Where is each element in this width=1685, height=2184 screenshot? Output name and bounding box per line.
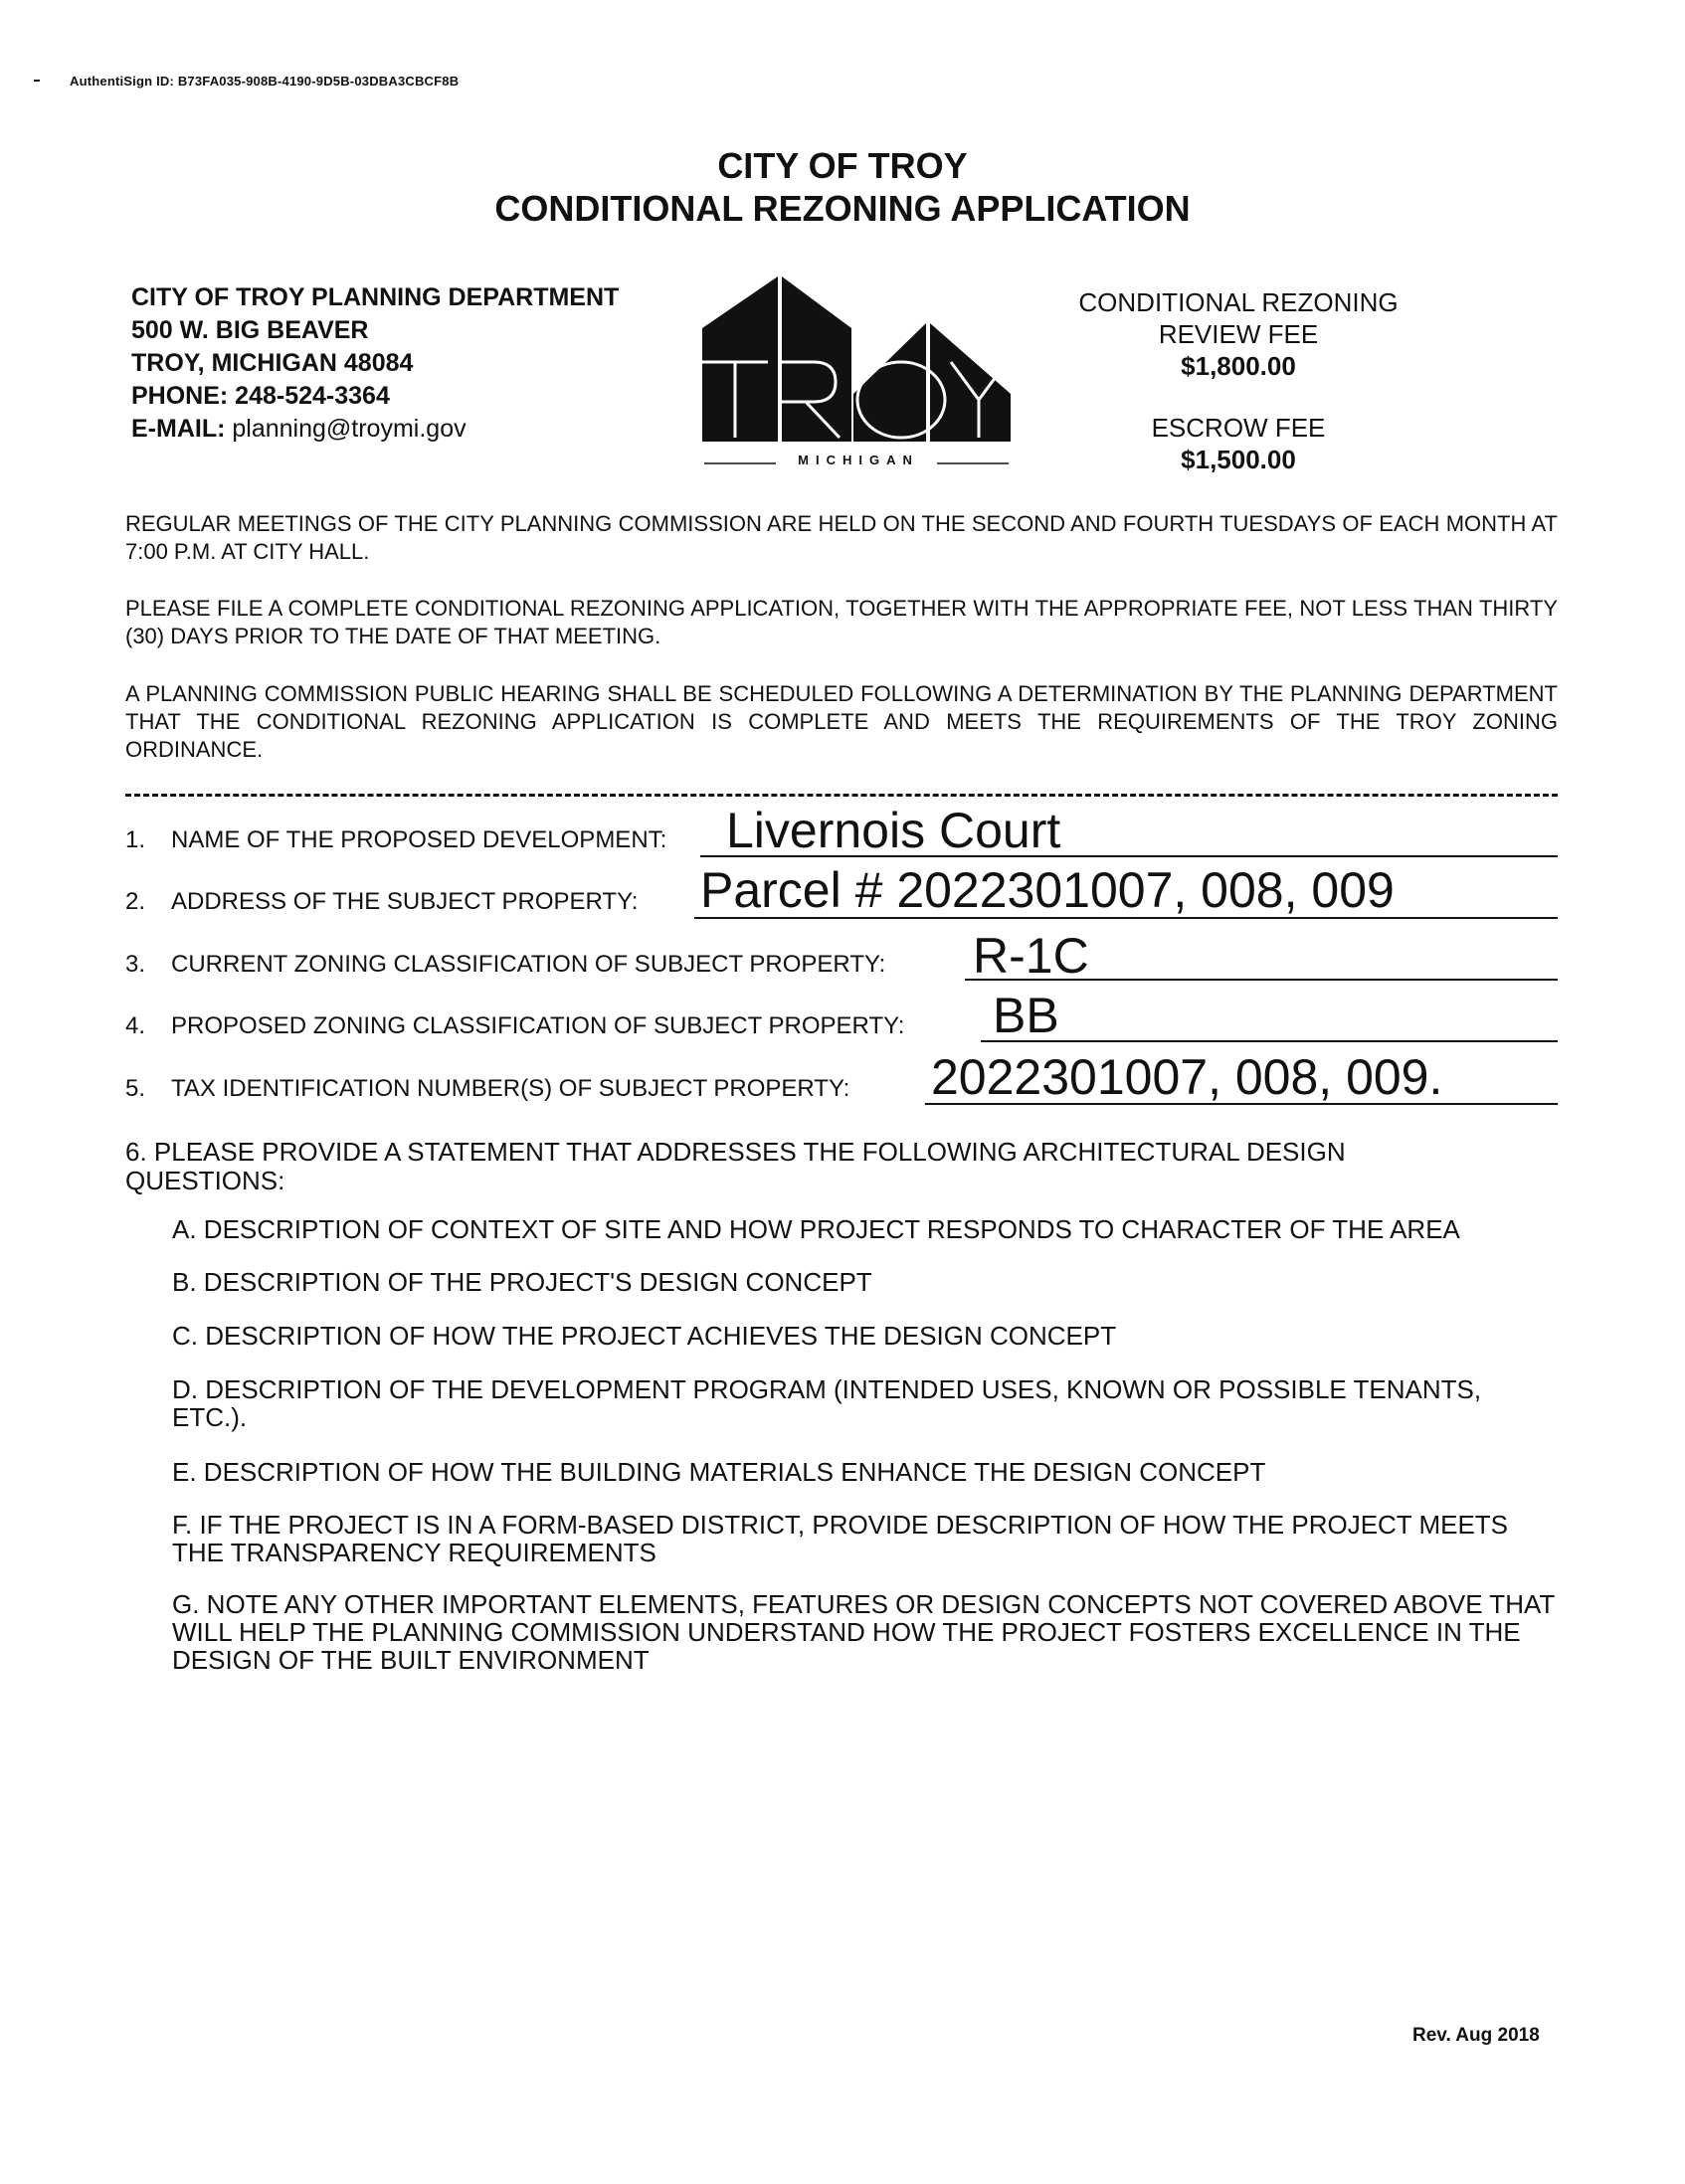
- department-email: planning@troymi.gov: [232, 415, 467, 443]
- troy-logo-graphic: [702, 276, 1011, 481]
- field-label: NAME OF THE PROPOSED DEVELOPMENT:: [171, 826, 667, 853]
- department-name: CITY OF TROY PLANNING DEPARTMENT: [131, 283, 620, 311]
- current-zoning-value[interactable]: R-1C: [973, 928, 1089, 984]
- department-city: TROY, MICHIGAN 48084: [131, 349, 414, 377]
- review-fee-line2: REVIEW FEE: [1158, 319, 1319, 349]
- field-label: TAX IDENTIFICATION NUMBER(S) OF SUBJECT PROPERTY:: [171, 1075, 850, 1102]
- question-c: C. DESCRIPTION OF HOW THE PROJECT ACHIEVES THE DESIGN CONCEPT: [172, 1321, 1117, 1351]
- field-underline: [981, 1040, 1558, 1042]
- review-fee-amount: $1,800.00: [1181, 351, 1296, 381]
- escrow-fee-label: ESCROW FEE: [1151, 413, 1326, 443]
- department-email-label: E-MAIL:: [131, 415, 226, 443]
- escrow-fee-amount: $1,500.00: [1181, 445, 1296, 474]
- field-label: PROPOSED ZONING CLASSIFICATION OF SUBJECT PROPERTY:: [171, 1012, 905, 1039]
- fee-block: [1074, 286, 1403, 475]
- field-label: ADDRESS OF THE SUBJECT PROPERTY:: [171, 888, 639, 915]
- review-fee-line1: CONDITIONAL REZONING: [1078, 287, 1399, 317]
- logo-michigan-label: MICHIGAN: [798, 453, 919, 467]
- department-email-row: [131, 413, 619, 446]
- filing-info-paragraph: PLEASE FILE A COMPLETE CONDITIONAL REZONING APPLICATION, TOGETHER WITH THE APPROPRIATE FEE, NOT LESS THAN THIRTY (30) DAYS PRIOR TO THE DATE OF THAT MEETING.: [125, 596, 1558, 648]
- troy-logo: [702, 276, 1011, 481]
- revision-label: Rev. Aug 2018: [1412, 2025, 1540, 2046]
- development-name-value[interactable]: Livernois Court: [726, 803, 1061, 858]
- question-b: B. DESCRIPTION OF THE PROJECT'S DESIGN CONCEPT: [172, 1267, 872, 1297]
- field-label: CURRENT ZONING CLASSIFICATION OF SUBJECT PROPERTY:: [171, 951, 886, 978]
- field-number: 1.: [125, 826, 146, 853]
- question-d: D. DESCRIPTION OF THE DEVELOPMENT PROGRAM (INTENDED USES, KNOWN OR POSSIBLE TENANTS, ETC.).: [172, 1374, 1482, 1432]
- question-f: F. IF THE PROJECT IS IN A FORM-BASED DISTRICT, PROVIDE DESCRIPTION OF HOW THE PROJECT MEETS THE TRANSPARENCY REQUIREMENTS: [172, 1510, 1509, 1567]
- question-6-heading: 6. PLEASE PROVIDE A STATEMENT THAT ADDRESSES THE FOLLOWING ARCHITECTURAL DESIGN QUESTIONS:: [125, 1137, 1346, 1195]
- field-number: 5.: [125, 1075, 146, 1102]
- field-number: 3.: [125, 951, 146, 978]
- authentisign-id: AuthentiSign ID: B73FA035-908B-4190-9D5B-03DBA3CBCF8B: [70, 74, 460, 89]
- page-title-application: CONDITIONAL REZONING APPLICATION: [494, 188, 1191, 229]
- department-phone: PHONE: 248-524-3364: [131, 382, 390, 410]
- field-number: 4.: [125, 1012, 146, 1039]
- question-e: E. DESCRIPTION OF HOW THE BUILDING MATERIALS ENHANCE THE DESIGN CONCEPT: [172, 1457, 1266, 1487]
- hearing-info-paragraph: A PLANNING COMMISSION PUBLIC HEARING SHALL BE SCHEDULED FOLLOWING A DETERMINATION BY THE PLANNING DEPARTMENT THAT THE CONDITIONAL REZONING APPLICATION IS COMPLETE AND MEETS THE REQUIREMENTS OF THE TROY ZONING ORDINANCE.: [125, 681, 1558, 762]
- department-block: [131, 281, 619, 446]
- meeting-info-paragraph: REGULAR MEETINGS OF THE CITY PLANNING COMMISSION ARE HELD ON THE SECOND AND FOURTH TUESDAYS OF EACH MONTH AT 7:00 P.M. AT CITY HALL.: [125, 511, 1558, 564]
- property-address-value[interactable]: Parcel # 2022301007, 008, 009: [700, 862, 1395, 918]
- page-title-city: CITY OF TROY: [717, 145, 968, 186]
- scan-mark: [34, 80, 40, 82]
- proposed-zoning-value[interactable]: BB: [993, 988, 1059, 1043]
- department-street: 500 W. BIG BEAVER: [131, 316, 369, 344]
- field-number: 2.: [125, 888, 146, 915]
- question-g: G. NOTE ANY OTHER IMPORTANT ELEMENTS, FEATURES OR DESIGN CONCEPTS NOT COVERED ABOVE THAT WILL HELP THE PLANNING COMMISSION UNDERSTAND HOW THE PROJECT FOSTERS EXCELLENCE IN THE DESIGN OF THE BUILT ENVIRONMENT: [172, 1589, 1555, 1675]
- question-a: A. DESCRIPTION OF CONTEXT OF SITE AND HOW PROJECT RESPONDS TO CHARACTER OF THE AREA: [172, 1214, 1460, 1244]
- tax-id-value[interactable]: 2022301007, 008, 009.: [931, 1049, 1443, 1105]
- dashed-divider: [125, 794, 1558, 797]
